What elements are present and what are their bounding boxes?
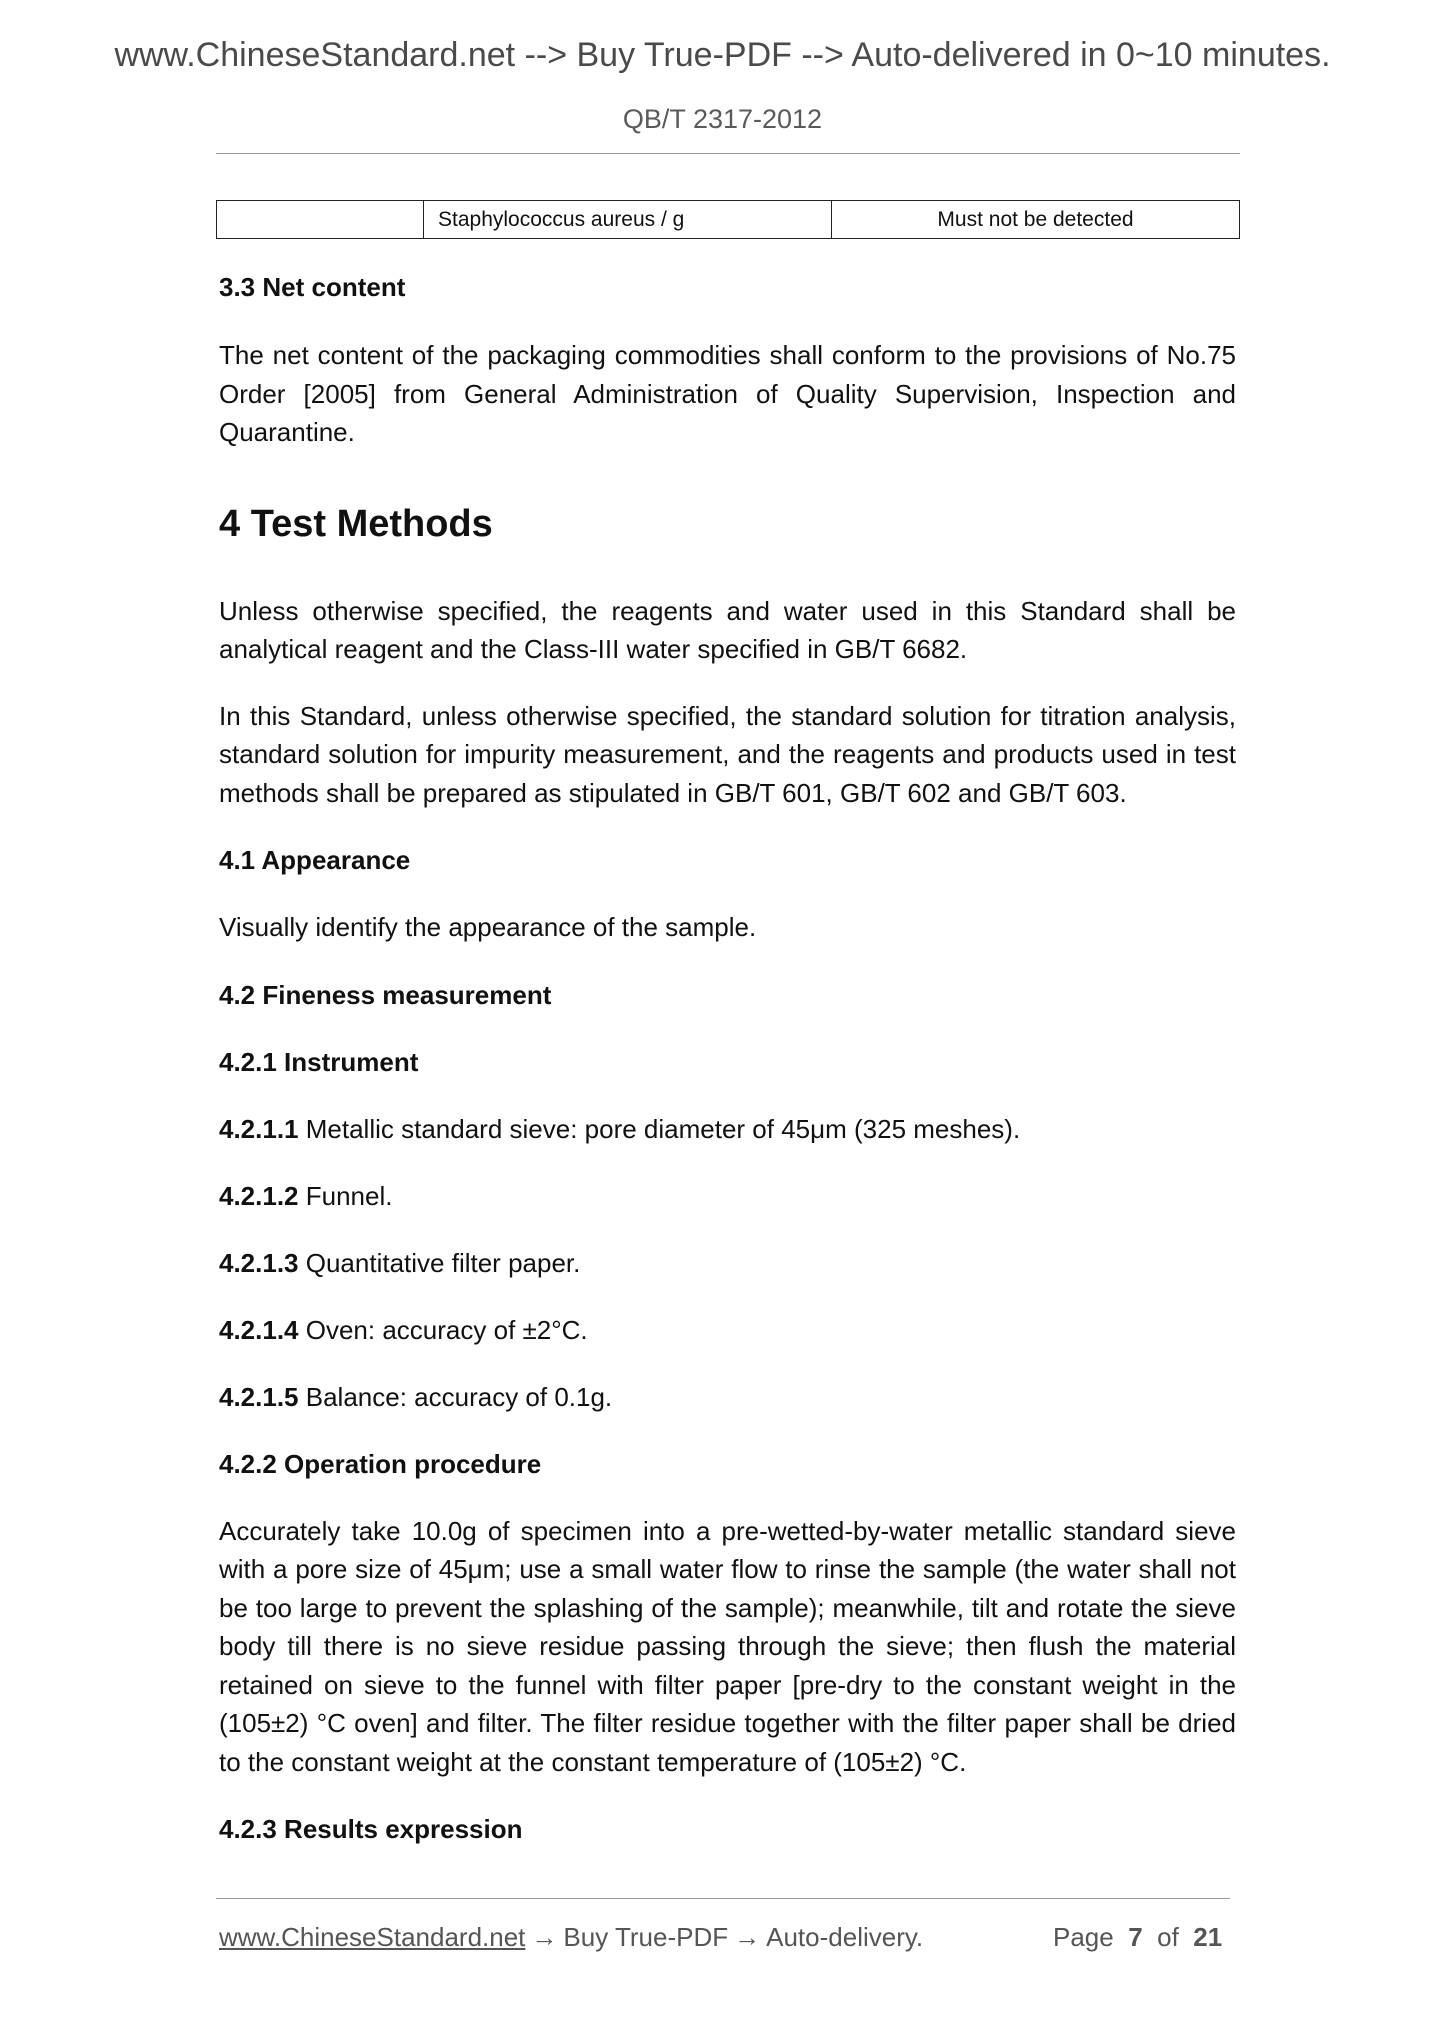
section-heading-4: 4 Test Methods xyxy=(219,502,493,545)
footer-rule xyxy=(216,1898,1230,1899)
standard-number: QB/T 2317-2012 xyxy=(622,104,823,134)
list-item xyxy=(219,1110,1236,1148)
item-text: Oven: accuracy of ±2°C. xyxy=(305,1314,588,1345)
section-heading-3-3: 3.3 Net content xyxy=(219,272,406,302)
table-row xyxy=(217,201,1240,239)
footer-delivery-text: Auto-delivery. xyxy=(766,1922,924,1952)
section-heading-4-1: 4.1 Appearance xyxy=(219,845,411,875)
page-indicator xyxy=(1053,1922,1222,1953)
section-heading-4-2-1: 4.2.1 Instrument xyxy=(219,1046,419,1077)
item-number: 4.2.1.3 xyxy=(219,1247,299,1278)
paragraph-reagents: Unless otherwise specified, the reagents and water used in this Standard shall be analytical reagent and the Class-III water specified in GB/T 6682. xyxy=(219,595,1236,664)
paragraph-standard-solutions: In this Standard, unless otherwise specified, the standard solution for titration analysis, standard solution for impurity measurement, and the reagents and products used in test methods shall be prepared as stipulated in GB/T 601, GB/T 602 and GB/T 603. xyxy=(219,700,1236,808)
item-text: Balance: accuracy of 0.1g. xyxy=(305,1381,613,1412)
footer-buy-text: Buy True-PDF xyxy=(563,1922,729,1952)
section-heading-4-2: 4.2 Fineness measurement xyxy=(219,979,552,1010)
item-number: 4.2.1.2 xyxy=(219,1180,299,1211)
item-number: 4.2.1.1 xyxy=(219,1113,299,1144)
paragraph-operation-procedure: Accurately take 10.0g of specimen into a pre-wetted-by-water metallic standard sieve with a pore size of 45μm; use a small water flow to rinse the sample (the water shall not be too large to prevent the splashing of the sample); meanwhile, tilt and rotate the sieve body till there is no sieve residue passing through the sieve; then flush the material retained on sieve to the funnel with filter paper [pre-dry to the constant weight in the (105±2) °C oven] and filter. The filter residue together with the filter paper shall be dried to the constant weight at the constant temperature of (105±2) °C. xyxy=(219,1515,1236,1777)
page-total: 21 xyxy=(1193,1922,1223,1952)
arrow-right-icon: → xyxy=(734,1922,761,1952)
of-label: of xyxy=(1157,1922,1179,1952)
page-label: Page xyxy=(1053,1922,1114,1952)
footer-site-link[interactable]: www.ChineseStandard.net xyxy=(219,1922,526,1952)
paragraph-appearance: Visually identify the appearance of the sample. xyxy=(219,912,757,942)
list-item xyxy=(219,1311,1236,1349)
item-text: Metallic standard sieve: pore diameter of 45μm (325 meshes). xyxy=(305,1113,1021,1144)
table-cell-requirement: Must not be detected xyxy=(832,201,1240,239)
list-item xyxy=(219,1177,1236,1215)
microbiology-table xyxy=(216,200,1240,239)
item-text: Quantitative filter paper. xyxy=(305,1247,581,1278)
list-item xyxy=(219,1378,1236,1416)
section-heading-4-2-3: 4.2.3 Results expression xyxy=(219,1814,523,1844)
paragraph-net-content: The net content of the packaging commodities shall conform to the provisions of No.75 Order [2005] from General Administration of Quality Supervision, Inspection and Quarantine. xyxy=(219,340,1236,447)
table-cell-item: Staphylococcus aureus / g xyxy=(424,201,832,239)
arrow-right-icon: → xyxy=(531,1922,558,1952)
footer-links xyxy=(219,1922,923,1953)
list-item xyxy=(219,1244,1236,1282)
section-heading-4-2-2: 4.2.2 Operation procedure xyxy=(219,1448,542,1479)
table-cell xyxy=(217,201,424,239)
page-number: 7 xyxy=(1128,1922,1143,1952)
item-text: Funnel. xyxy=(305,1180,393,1211)
item-number: 4.2.1.4 xyxy=(219,1314,299,1345)
header-rule xyxy=(216,153,1240,154)
top-banner: www.ChineseStandard.net --> Buy True-PDF --> Auto-delivered in 0~10 minutes. xyxy=(114,36,1331,74)
document-body xyxy=(219,268,1236,1848)
item-number: 4.2.1.5 xyxy=(219,1381,299,1412)
